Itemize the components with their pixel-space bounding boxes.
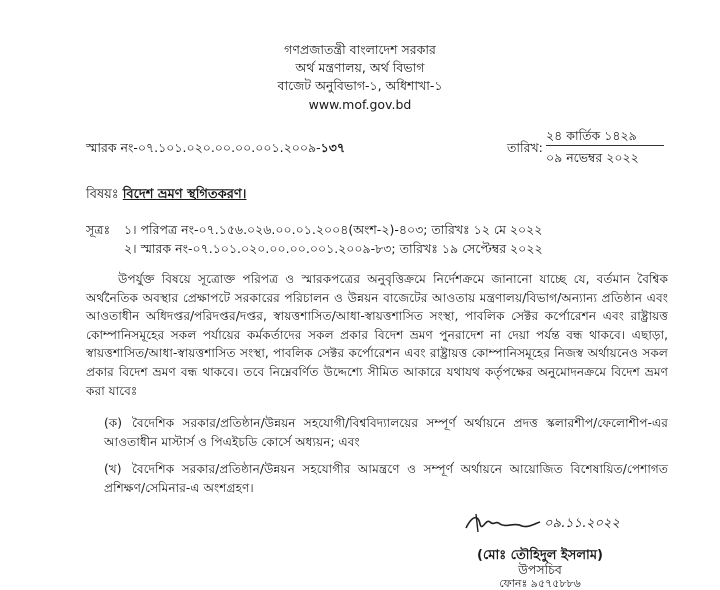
signatory-phone: ফোনঃ ৯৫৭৫৮৮৬ [499,577,581,590]
signatory-designation: উপসচিব [518,562,562,577]
subject-label: বিষয়ঃ [86,187,119,202]
body-paragraph-text: উপর্যুক্ত বিষয়ে সূত্রোক্ত পরিপত্র ও স্মারকপত্রের অনুবৃত্তিক্রমে নির্দেশক্রমে জানানো যাচ্ছে যে, বর্তমান বৈশ্বিক অর্থনৈতিক অবস্থার প্রেক্ষাপটে সরকারের পরিচালন ও উন্নয়ন বাজেটের আওতায় মন্ত্রণালয়/বিভাগ/অন্যান্য প্রতিষ্ঠান এবং আওতাধীন অধিদপ্তর/পরিদপ্তর/দপ্তর, স্বায়ত্তশাসিত/আধা-স্বায়ত্তশাসিত সংস্থা, পাবলিক সেক্টর কর্পোরেশন এবং রাষ্ট্রায়ত্ত কোম্পানিসমূহের সকল পর্যায়ের কর্মকর্তাদের সকল প্রকার বিদেশ ভ্রমণ পুনরাদেশ না দেয়া পর্যন্ত বন্ধ থাকবে। এছাড়া, স্বায়ত্তশাসিত/আধা-স্বায়ত্তশাসিত সংস্থা, পাবলিক সেক্টর কর্পোরেশন এবং রাষ্ট্রায়ত্ত কোম্পানিসমূহের নিজস্ব অর্থায়নেও সকল প্রকার বিদেশ ভ্রমণ বন্ধ থাকবে। তবে নিম্নেবর্ণিত উদ্দেশ্যে সীমিত আকারে যথাযথ কর্তৃপক্ষের অনুমোদনক্রমে বিদেশ ভ্রমণ করা যাবেঃ [86,272,668,398]
date-label: তারিখ: [507,140,543,155]
list-item-b-label: (খ) [104,462,122,476]
date-bangla: ২৪ কার্তিক ১৪২৯ [546,128,637,143]
list-item-a-label: (ক) [104,416,123,430]
header-wing: বাজেট অনুবিভাগ-১, অধিশাখা-১ [277,78,443,93]
memo-reference-number: ১৩৭ [320,140,345,155]
date-gregorian: ০৯ নভেম্বর ২০২২ [546,150,639,165]
memo-reference-prefix: স্মারক নং-০৭.১০১.০২০.০০.০০.০০১.২০০৯- [86,140,321,155]
reference-2: ২। স্মারক নং-০৭.১০১.০২০.০০.০০.০০১.২০০৯-৮৩; তারিখঃ ১৯ সেপ্টেম্বর ২০২২ [124,241,543,256]
list-item-a-text: বৈদেশিক সরকার/প্রতিষ্ঠান/উন্নয়ন সহযোগী/বিশ্ববিদ্যালয়ের সম্পূর্ণ অর্থায়নে প্রদত্ত স্কলারশীপ/ফেলোশীপ-এর আওতাধীন মাস্টার্স ও পিএইচডি কোর্সে অধ্যয়ন; এবং [104,416,668,449]
signatory-name-text: (মোঃ তৌহিদুল ইসলাম) [477,548,603,563]
header-ministry: অর্থ মন্ত্রণালয়, অর্থ বিভাগ [295,60,425,75]
references-label: সূত্রঃ [86,222,111,237]
date-divider [546,145,664,146]
header-government: গণপ্রজাতন্ত্রী বাংলাদেশ সরকার [284,42,436,57]
subject-text: বিদেশ ভ্রমণ স্থগিতকরণ। [122,187,247,202]
header-website[interactable]: www.mof.gov.bd [308,97,412,112]
handwritten-date: ০৯.১১.২০২২ [544,516,620,531]
memo-reference [86,140,345,156]
list-item-a [104,414,668,451]
list-item-b-text: বৈদেশিক সরকার/প্রতিষ্ঠান/উন্নয়ন সহযোগীর আমন্ত্রণে ও সম্পূর্ণ অর্থায়নে আয়োজিত বিশেষায়িত/পেশাগত প্রশিক্ষণ/সেমিনার-এ অংশগ্রহণ। [104,462,668,495]
handwritten-signature [462,510,542,538]
subject-line [86,186,246,203]
reference-1: ১। পরিপত্র নং-০৭.১৫৬.০২৬.০০.০১.২০০৪(অংশ-২)-৪০৩; তারিখঃ ১২ মে ২০২২ [124,222,543,237]
list-item-b [104,460,668,497]
body-paragraph [86,270,668,400]
